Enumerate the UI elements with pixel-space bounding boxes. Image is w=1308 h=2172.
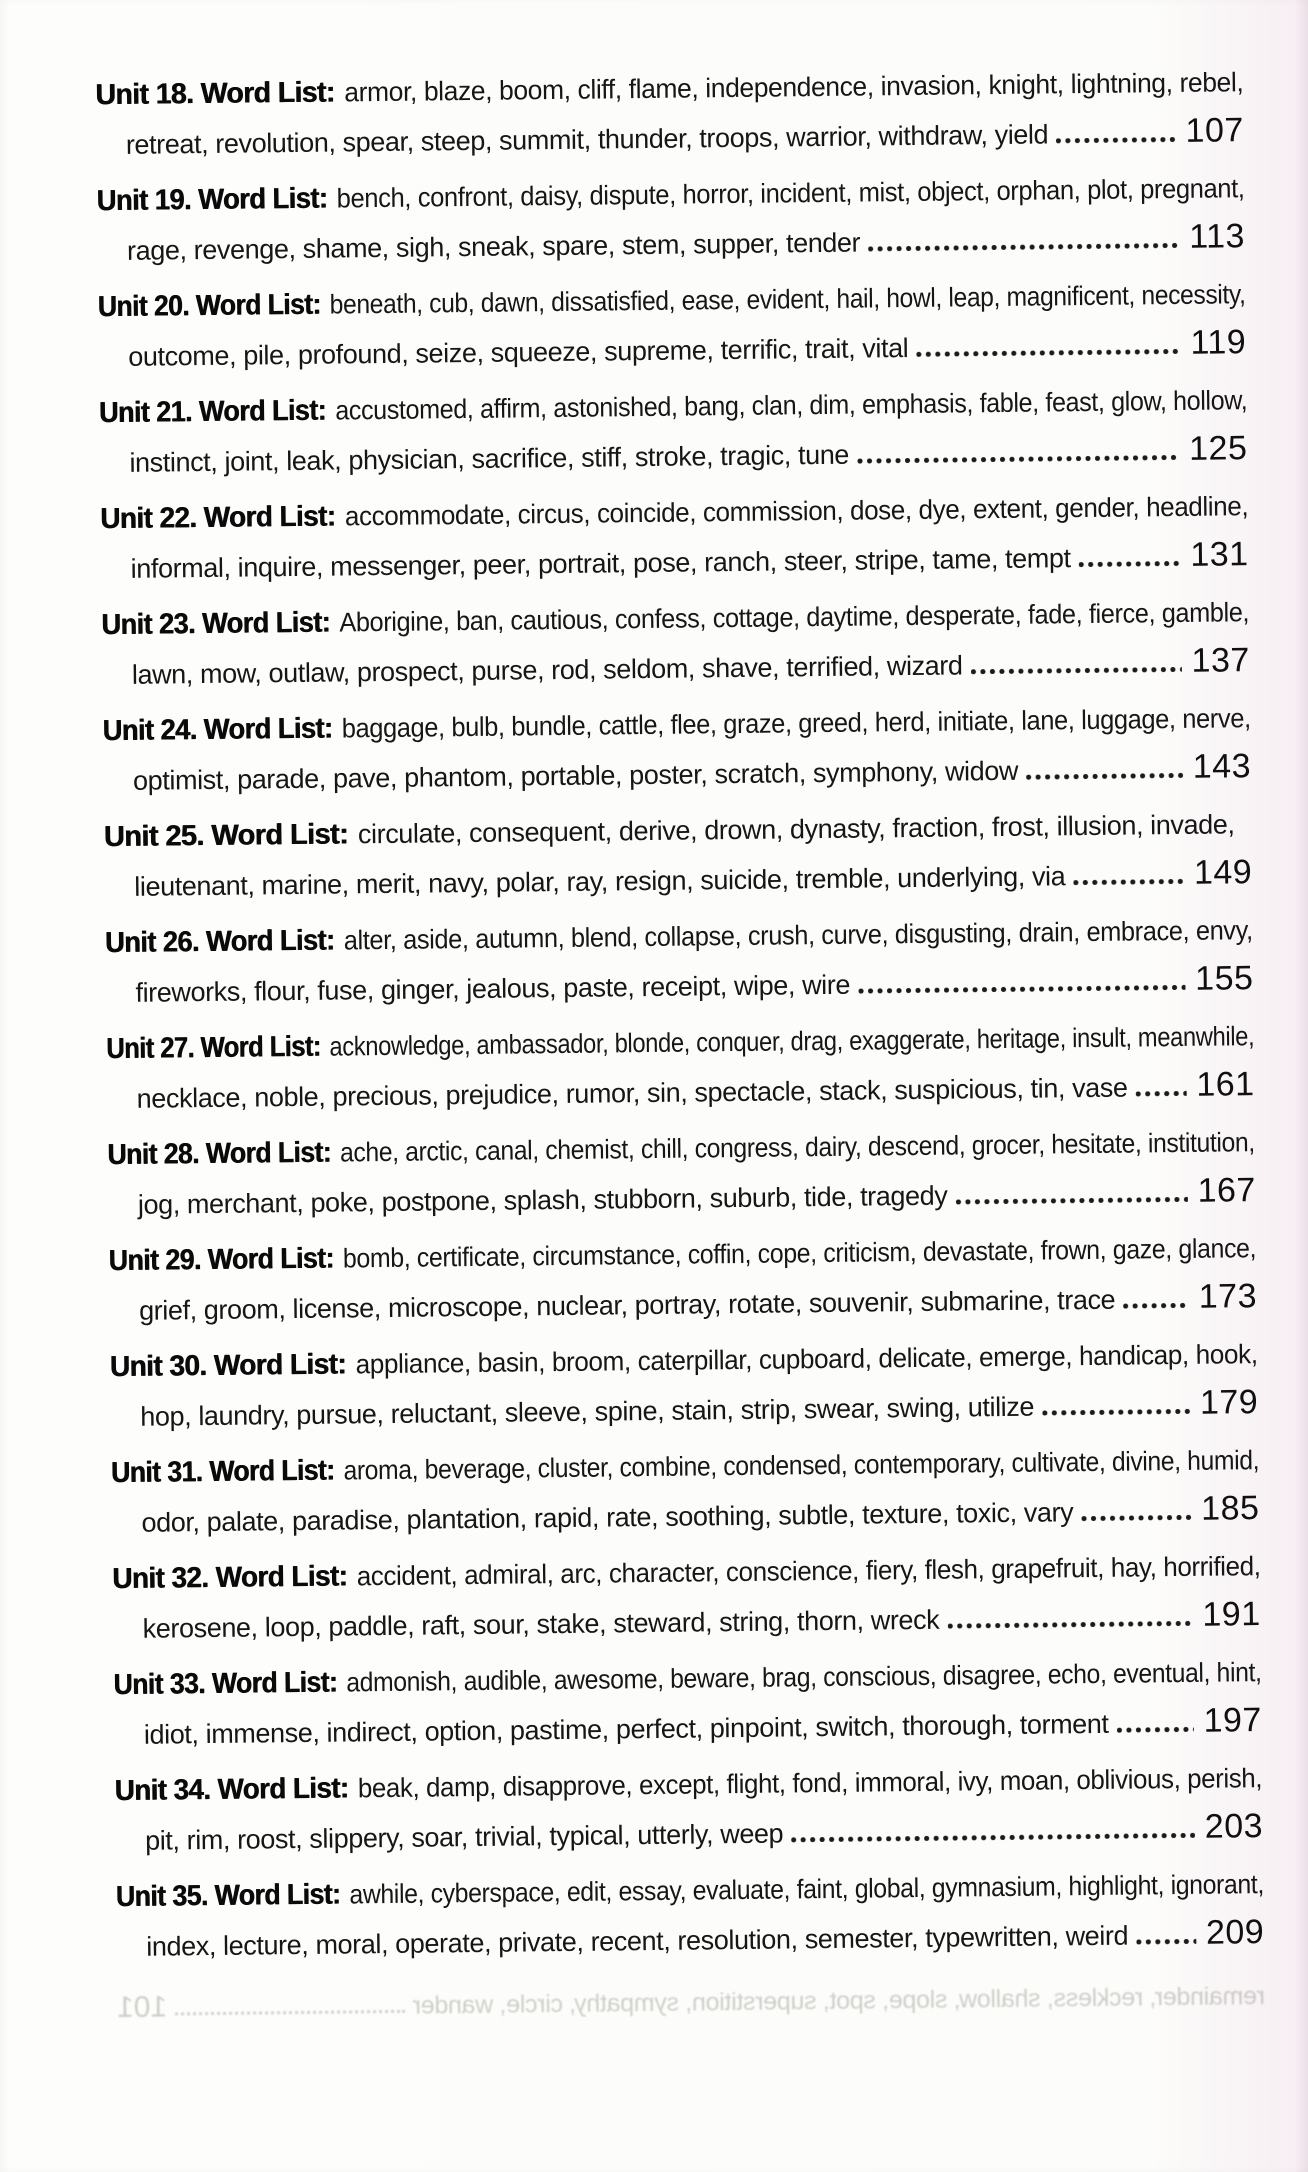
word-list-line1: ache, arctic, canal, chemist, chill, congress, dairy, descend, grocer, hesitate, institution, [339,1127,1255,1168]
word-list-line2: index, lecture, moral, operate, private, recent, resolution, semester, typewritten, weird [146,1920,1129,1962]
unit-label: Unit 28. Word List: [107,1136,332,1172]
unit-label: Unit 22. Word List: [99,500,336,536]
bleedthrough-dot-leader [175,2010,405,2016]
word-list-line2: informal, inquire, messenger, peer, portrait, pose, ranch, steer, stripe, tame, tempt [130,543,1071,584]
unit-label: Unit 34. Word List: [114,1772,349,1808]
word-list-line1: awhile, cyberspace, edit, essay, evaluate, faint, global, gymnasium, highlight, ignorant, [349,1869,1265,1910]
page-number: 149 [1193,853,1253,892]
page-number: 197 [1203,1701,1263,1740]
word-list-line2: idiot, immense, indirect, option, pastime, perfect, pinpoint, switch, thorough, torment [143,1708,1109,1750]
word-list-line2: grief, groom, license, microscope, nuclear, portray, rotate, souvenir, submarine, trace [138,1284,1116,1326]
word-list-line2: odor, palate, paradise, plantation, rapid, rate, soothing, subtle, texture, toxic, vary [141,1497,1074,1538]
dot-leader [1136,1939,1196,1945]
toc-entry [103,800,1252,909]
dot-leader [1117,1727,1194,1733]
toc-entry [108,1224,1257,1333]
word-list-line1: bench, confront, daisy, dispute, horror, incident, mist, object, orphan, plot, pregnant, [336,173,1245,214]
word-list-line1: appliance, basin, broom, caterpillar, cupboard, delicate, emerge, handicap, hook, [355,1339,1258,1380]
word-list-line2: jog, merchant, poke, postpone, splash, stubborn, suburb, tide, tragedy [137,1180,948,1220]
page-number: 155 [1194,959,1254,998]
word-list-line1: Aborigine, ban, cautious, confess, cottage, daytime, desperate, fade, fierce, gamble, [339,597,1250,638]
dot-leader [947,1621,1192,1629]
dot-leader [1136,1091,1187,1097]
word-list-line2: hop, laundry, pursue, reluctant, sleeve, spine, stain, strip, swear, swing, utilize [140,1391,1035,1432]
dot-leader [868,243,1179,252]
bleedthrough-text [117,1978,1265,2025]
toc-entry [115,1860,1264,1969]
word-list-line1: beneath, cub, dawn, dissatisfied, ease, evident, hail, howl, leap, magnificent, necessity, [329,279,1246,320]
word-list-line1: aroma, beverage, cluster, combine, condensed, contemporary, cultivate, divine, humid, [343,1445,1260,1486]
dot-leader [1123,1303,1189,1309]
word-list-line2: kerosene, loop, paddle, raft, sour, stake, steward, string, thorn, wreck [142,1604,940,1644]
toc-entry [111,1436,1260,1545]
page-number: 203 [1204,1807,1264,1846]
page-number: 173 [1198,1277,1258,1316]
toc-entry [101,588,1250,697]
word-list-line2: fireworks, flour, fuse, ginger, jealous, paste, receipt, wipe, wire [135,969,851,1008]
word-list-line1: accustomed, affirm, astonished, bang, clan, dim, emphasis, fable, feast, glow, hollow, [335,385,1248,426]
word-list-line1: armor, blaze, boom, cliff, flame, independence, invasion, knight, lightning, rebel, [344,67,1244,108]
page-number: 137 [1191,641,1251,680]
word-list-line1: bomb, certificate, circumstance, coffin, cope, criticism, devastate, frown, gaze, glance, [342,1233,1257,1274]
toc-entry [96,164,1245,273]
unit-label: Unit 26. Word List: [104,924,335,960]
dot-leader [1081,1515,1191,1521]
unit-label: Unit 25. Word List: [103,818,349,854]
toc-list [95,58,1264,1969]
word-list-line1: circulate, consequent, derive, drown, dynasty, fraction, frost, illusion, invade, [357,809,1235,850]
word-list-line2: retreat, revolution, spear, steep, summit, thunder, troops, warrior, withdraw, yield [125,119,1049,160]
page-number: 161 [1196,1065,1255,1104]
page-number: 125 [1188,429,1248,468]
toc-entry [97,270,1246,379]
word-list-line2: instinct, joint, leak, physician, sacrifice, stiff, stroke, tragic, tune [129,439,850,478]
word-list-line2: rage, revenge, shame, sigh, sneak, spare, stem, supper, tender [126,227,861,266]
unit-label: Unit 32. Word List: [111,1560,348,1596]
unit-label: Unit 35. Word List: [115,1878,341,1914]
toc-content [95,58,1265,2025]
word-list-line2: necklace, noble, precious, prejudice, rumor, sin, spectacle, stack, suspicious, tin, vase [136,1072,1128,1114]
page-number: 113 [1189,217,1246,256]
dot-leader [1042,1409,1190,1416]
page-number: 209 [1205,1913,1265,1952]
dot-leader [1079,561,1181,567]
page-number: 179 [1199,1383,1259,1422]
toc-entry [107,1118,1256,1227]
page-number: 167 [1197,1171,1257,1210]
toc-entry [105,906,1254,1015]
unit-label: Unit 23. Word List: [101,606,331,642]
dot-leader [1056,137,1175,143]
bleedthrough-page-number: 101 [116,1990,168,2025]
unit-label: Unit 19. Word List: [96,182,328,218]
toc-entry [113,1648,1262,1757]
word-list-line2: lieutenant, marine, merit, navy, polar, ray, resign, suicide, tremble, underlying, via [134,861,1066,902]
page-number: 185 [1200,1489,1260,1528]
word-list-line1: accident, admiral, arc, character, conscience, fiery, flesh, grapefruit, hay, horrified, [356,1551,1261,1592]
bleedthrough-words: remainder, reckless, shallow, slope, spot, superstition, sympathy, circle, wander [412,1982,1266,2020]
word-list-line2: outcome, pile, profound, seize, squeeze, supreme, terrific, trait, vital [128,333,909,372]
word-list-line1: beak, damp, disapprove, except, flight, fond, immoral, ivy, moan, oblivious, perish, [357,1763,1263,1804]
toc-entry [106,1012,1255,1121]
dot-leader [916,349,1180,357]
page-number: 191 [1202,1595,1261,1634]
word-list-line1: admonish, audible, awesome, beware, brag, conscious, disagree, echo, eventual, hint, [346,1657,1262,1698]
unit-label: Unit 20. Word List: [97,288,321,324]
dot-leader [791,1833,1195,1843]
unit-label: Unit 24. Word List: [102,712,333,748]
toc-entry [114,1754,1263,1863]
unit-label: Unit 29. Word List: [108,1242,334,1278]
unit-label: Unit 18. Word List: [95,76,335,112]
unit-label: Unit 27. Word List: [105,1030,321,1066]
dot-leader [971,667,1182,674]
toc-entry [112,1542,1261,1651]
dot-leader [1073,879,1184,885]
dot-leader [858,985,1185,994]
unit-label: Unit 21. Word List: [98,394,327,430]
toc-entry [100,482,1249,591]
word-list-line1: accommodate, circus, coincide, commission, dose, dye, extent, gender, headline, [344,491,1249,532]
toc-entry [95,58,1244,167]
page-number: 107 [1185,111,1244,150]
page-number: 143 [1192,747,1252,786]
dot-leader [857,455,1179,464]
word-list-line1: baggage, bulb, bundle, cattle, flee, graze, greed, herd, initiate, lane, luggage, nerve, [341,703,1251,744]
page-number: 131 [1190,535,1249,574]
word-list-line1: acknowledge, ambassador, blonde, conquer, drag, exaggerate, heritage, insult, meanwhile, [329,1021,1255,1062]
toc-entry [109,1330,1258,1439]
word-list-line2: lawn, mow, outlaw, prospect, purse, rod, seldom, shave, terrified, wizard [131,650,963,690]
page-number: 119 [1190,323,1247,362]
toc-entry [99,376,1248,485]
unit-label: Unit 31. Word List: [110,1454,335,1490]
unit-label: Unit 30. Word List: [109,1348,347,1384]
dot-leader [955,1197,1187,1205]
unit-label: Unit 33. Word List: [113,1666,338,1702]
toc-entry [102,694,1251,803]
dot-leader [1026,773,1183,780]
word-list-line2: optimist, parade, pave, phantom, portable, poster, scratch, symphony, widow [132,755,1019,796]
word-list-line2: pit, rim, roost, slippery, soar, trivial, typical, utterly, weep [144,1818,784,1856]
word-list-line1: alter, aside, autumn, blend, collapse, crush, curve, disgusting, drain, embrace, envy, [343,915,1253,956]
